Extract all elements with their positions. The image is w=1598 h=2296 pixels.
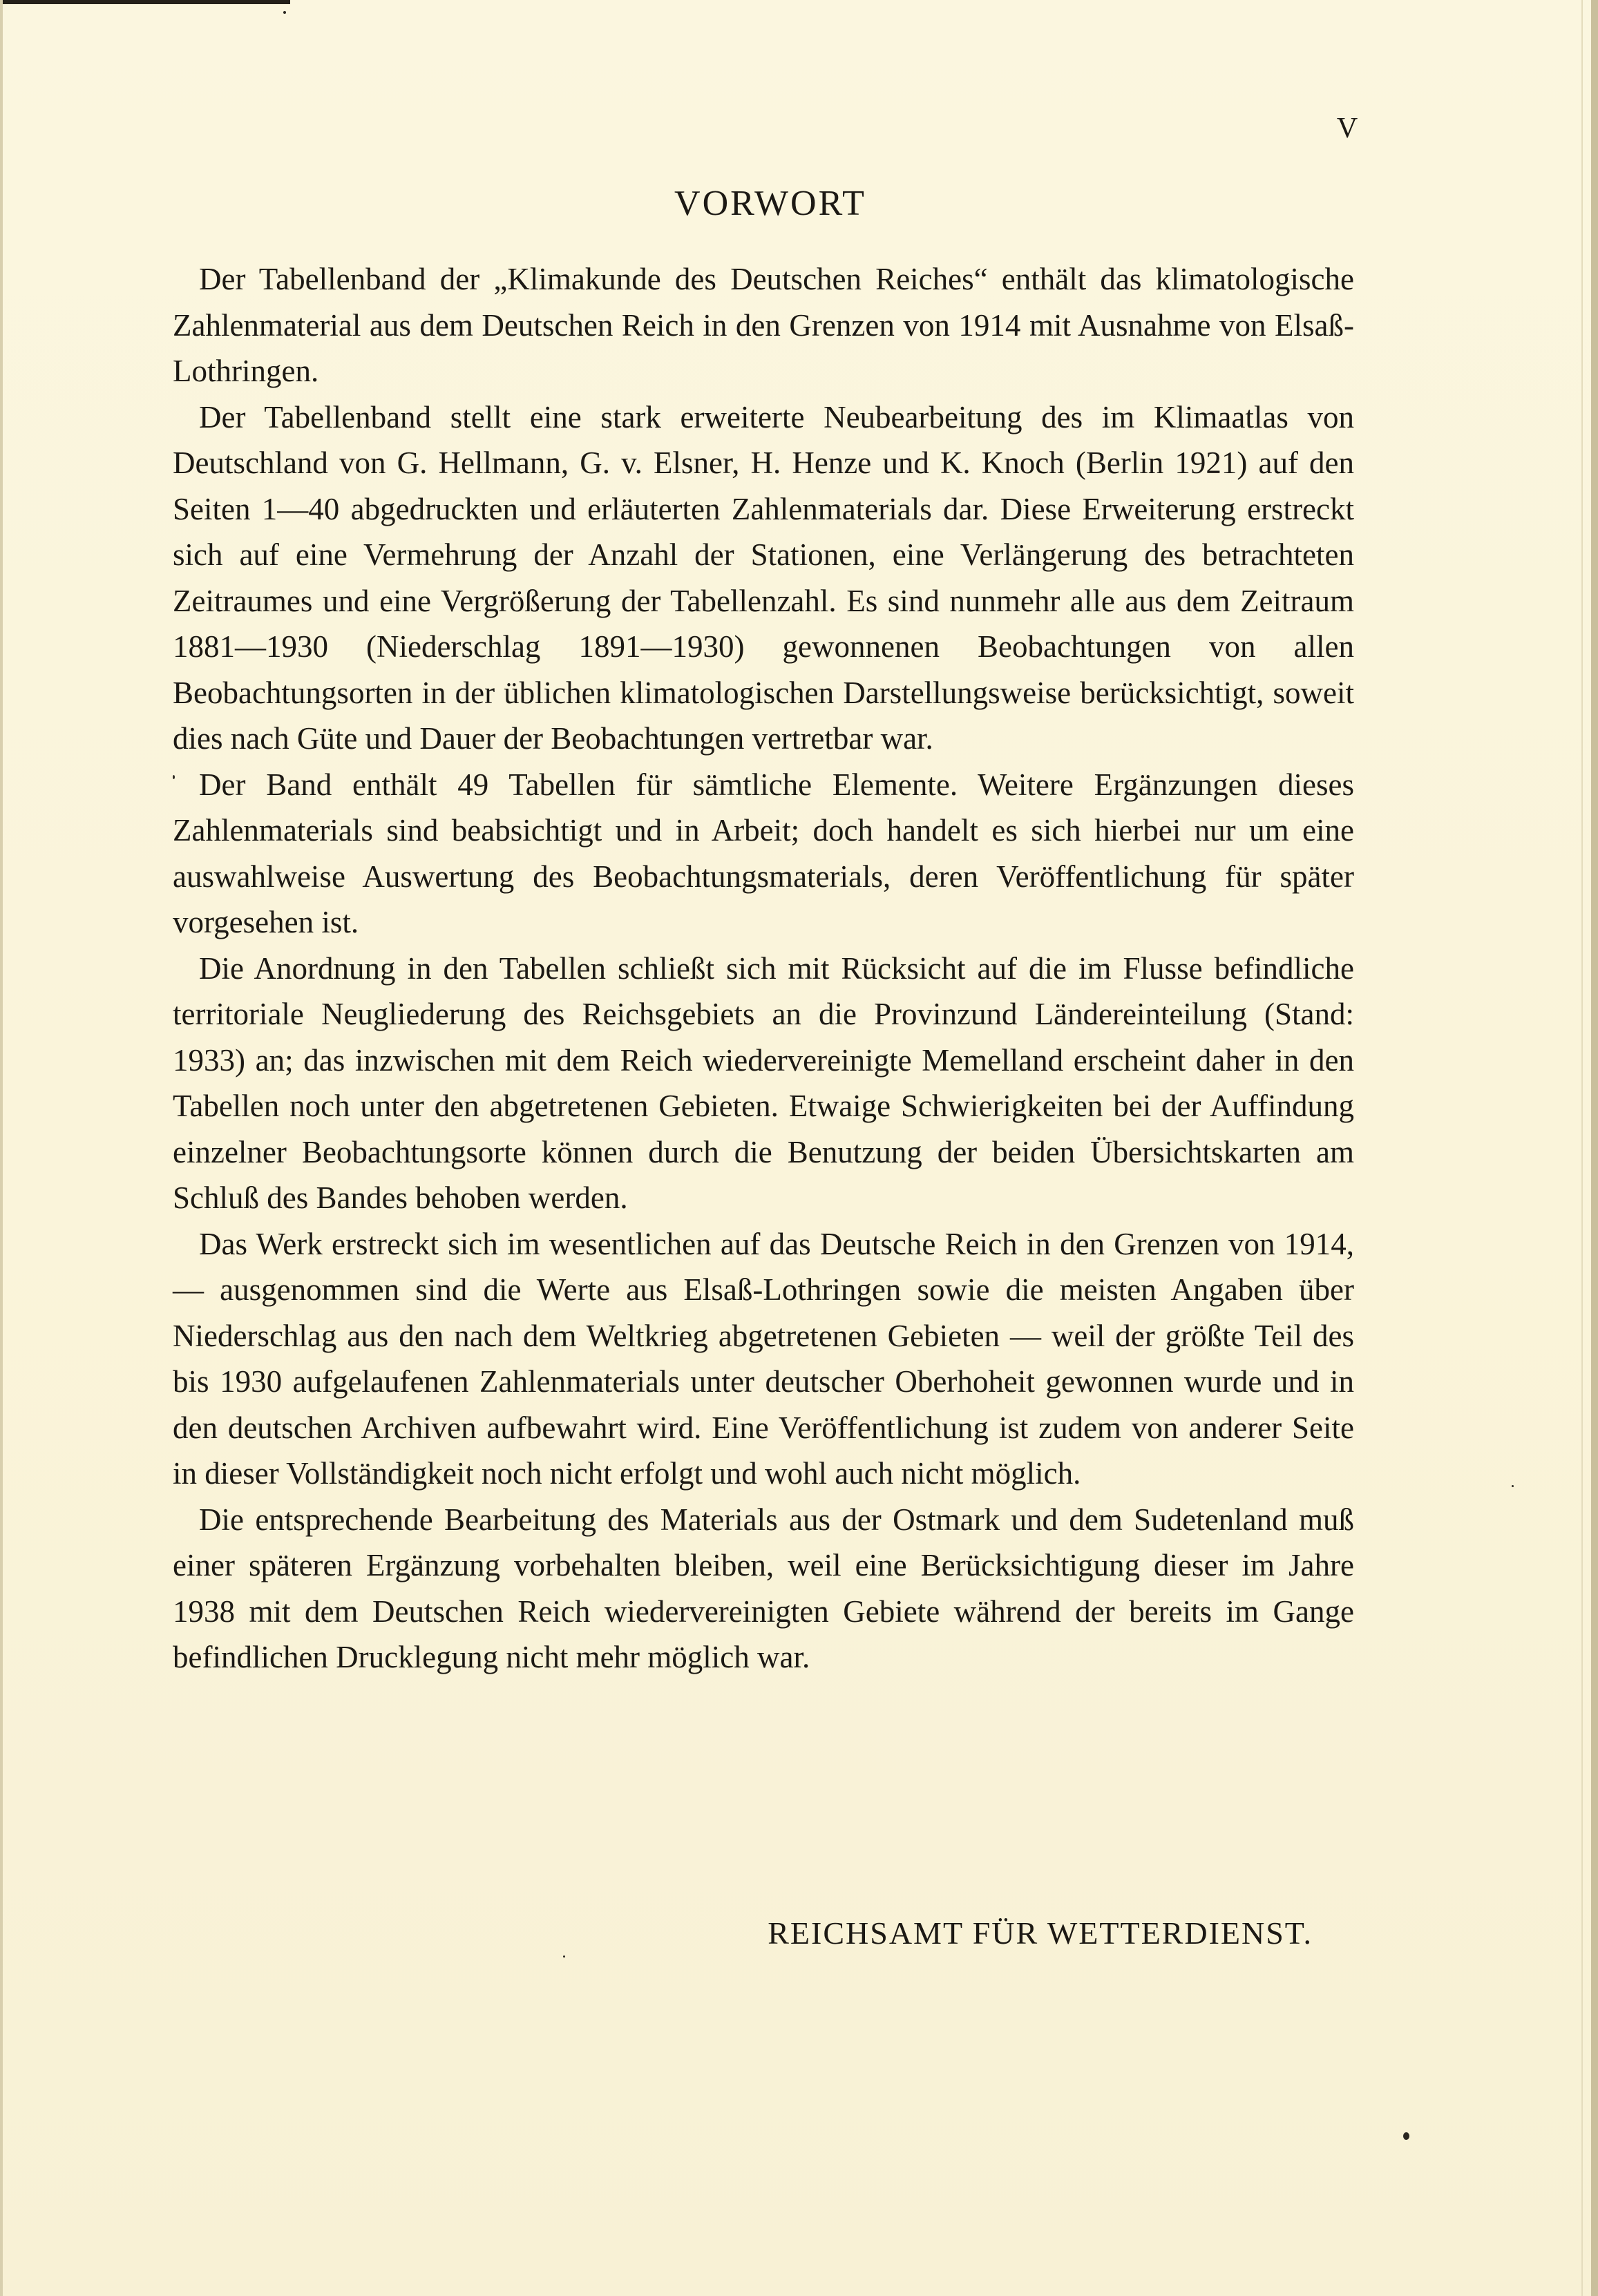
foreword-body (173, 256, 1354, 1681)
scan-speck (283, 11, 286, 14)
paragraph: Der Band enthält 49 Tabellen für sämtliche Elemente. Weitere Ergänzungen dieses Zahlenmaterials sind beabsichtigt und in Arbeit; doch handelt es sich hierbei nur um eine auswahlweise Auswertung des Beobachtungsmaterials, deren Veröffentlichung für später vorgesehen ist. (173, 767, 1354, 939)
scan-edge-left (0, 0, 3, 2296)
page-number: V (1336, 113, 1358, 144)
paragraph: Die entsprechende Bearbeitung des Materials aus der Ostmark und dem Sudetenland muß einer späteren Ergänzung vorbehalten bleiben, weil eine Berücksichtigung dieser im Jahre 1938 mit dem Deutschen Reich wiedervereinigten Gebiete während der bereits im Gange befindlichen Drucklegung nicht mehr möglich war. (173, 1502, 1354, 1674)
scan-edge-right-line (1581, 0, 1583, 2296)
scan-speck (563, 1955, 565, 1958)
paragraph: Das Werk erstreckt sich im wesentlichen auf das Deutsche Reich in den Grenzen von 1914, — ausgenommen sind die Werte aus Elsaß-Lothringen sowie die meisten Angaben über Niederschlag aus den nach dem Weltkrieg abgetretenen Gebieten — weil der größte Teil des bis 1930 aufgelaufenen Zahlenmaterials unter deutscher Oberhoheit gewonnen wurde und in den deutschen Archiven aufbewahrt wird. Eine Veröffentlichung ist zudem von anderer Seite in dieser Vollständigkeit noch nicht erfolgt und wohl auch nicht möglich. (173, 1226, 1354, 1491)
page-title: VORWORT (674, 184, 866, 223)
scan-speck (1512, 1485, 1514, 1487)
paragraph: Der Tabellenband der „Klimakunde des Deutschen Reiches“ enthält das klimatologische Zahlenmaterial aus dem Deutschen Reich in den Grenzen von 1914 mit Ausnahme von Elsaß-Lothringen. (173, 262, 1354, 388)
signature: REICHSAMT FÜR WETTERDIENST. (768, 1915, 1313, 1951)
scan-speck (1403, 2132, 1409, 2140)
scan-edge-right (1591, 0, 1598, 2296)
paragraph: Die Anordnung in den Tabellen schließt sich mit Rücksicht auf die im Flusse befindliche territoriale Neugliederung des Reichsgebiets an die Provinzund Ländereinteilung (Stand: 1933) an; das inzwischen mit dem Reich wiedervereinigte Memelland erscheint daher in den Tabellen noch unter den abgetretenen Gebieten. Etwaige Schwierigkeiten bei der Auffindung einzelner Beobachtungsorte können durch die Benutzung der beiden Übersichtskarten am Schluß des Bandes behoben werden. (173, 950, 1354, 1215)
scan-edge-top (0, 0, 290, 4)
paragraph: Der Tabellenband stellt eine stark erweiterte Neubearbeitung des im Klimaatlas von Deutschland von G. Hellmann, G. v. Elsner, H. Henze und K. Knoch (Berlin 1921) auf den Seiten 1—40 abgedruckten und erläuterten Zahlenmaterials dar. Diese Erweiterung erstreckt sich auf eine Vermehrung der Anzahl der Stationen, eine Verlängerung des betrachteten Zeitraumes und eine Vergrößerung der Tabellenzahl. Es sind nunmehr alle aus dem Zeitraum 1881—1930 (Niederschlag 1891—1930) gewonnenen Beobachtungen von allen Beobachtungsorten in der üblichen klimatologischen Darstellungsweise berücksichtigt, soweit dies nach Güte und Dauer der Beobachtungen vertretbar war. (173, 399, 1354, 756)
